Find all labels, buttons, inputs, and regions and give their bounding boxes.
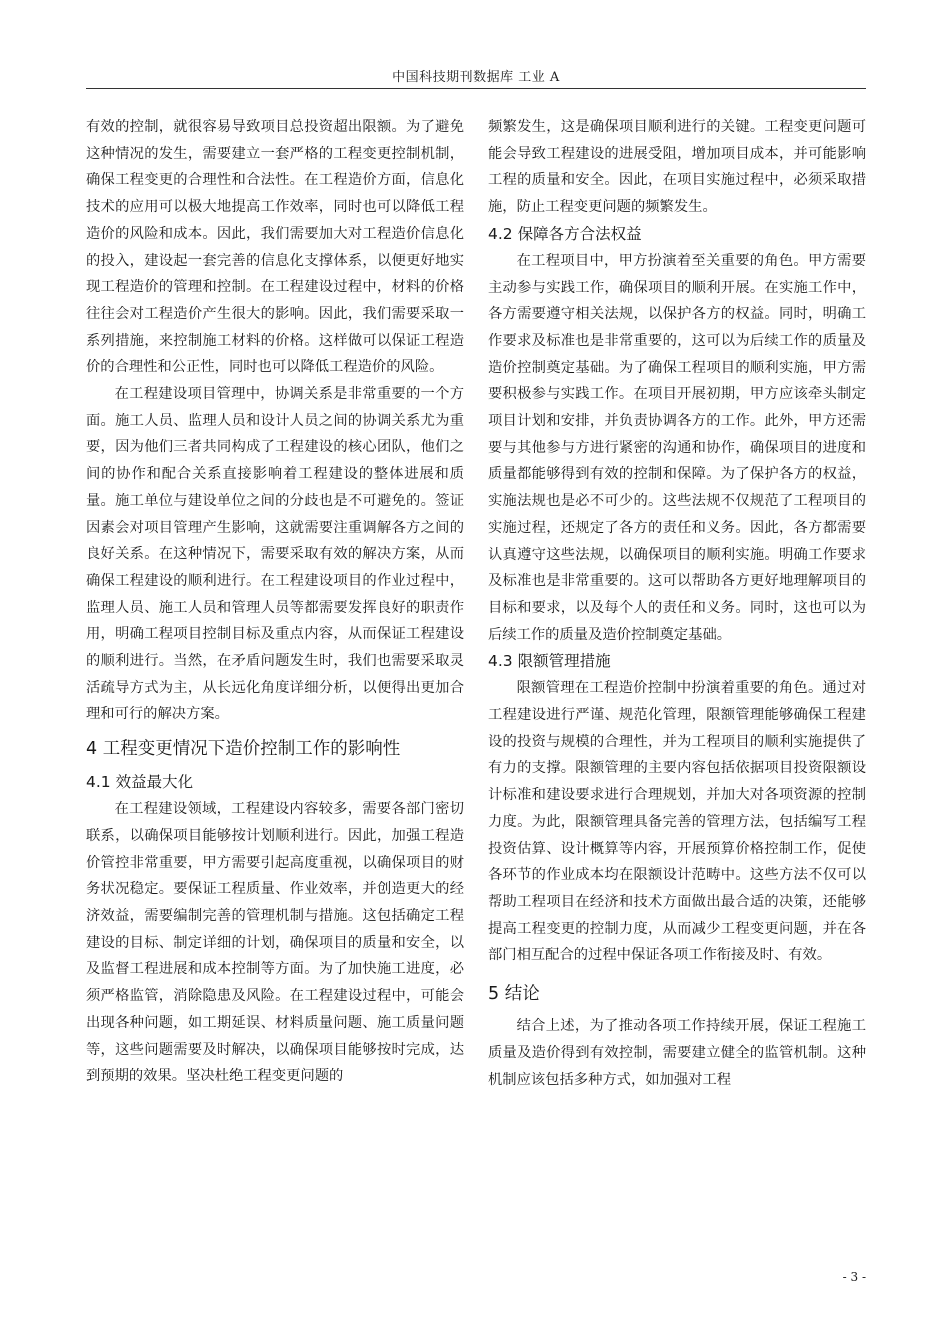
paragraph-4-1: 在工程建设领域，工程建设内容较多，需要各部门密切联系，以确保项目能够按计划顺利进行。因此，加强工程造价管控非常重要，甲方需要引起高度重视，以确保项目的财务状况稳定。要保证工程质量、作业效率，并创造更大的经济效益，需要编制完善的管理机制与措施。这包括确定工程建设的目标、制定详细的计划，确保项目的质量和安全，以及监督工程进展和成本控制等方面。为了加快施工进度，必须严格监管，消除隐患及风险。在工程建设过程中，可能会出现各种问题，如工期延误、材料质量问题、施工质量问题等，这些问题需要及时解决，以确保项目能够按时完成，达到预期的效果。坚决杜绝工程变更问题的 [86,801,464,1085]
subsection-4-1-heading: 4.1 效益最大化 [86,773,194,792]
paragraph-4-1-continued: 频繁发生，这是确保项目顺利进行的关键。工程变更问题可能会导致工程建设的进展受阻，增加项目成本，并可能影响工程的质量和安全。因此，在项目实施过程中，必须采取措施，防止工程变更问题的频繁发生。 [488,119,866,216]
paragraph-coordination: 在工程建设项目管理中，协调关系是非常重要的一个方面。施工人员、监理人员和设计人员之间的协调关系尤为重要，因为他们三者共同构成了工程建设的核心团队，他们之间的协作和配合关系直接影响着工程建设的整体进展和质量。施工单位与建设单位之间的分歧也是不可避免的。签证因素会对项目管理产生影响，这就需要注重调解各方之间的良好关系。在这种情况下，需要采取有效的解决方案，从而确保工程建设的顺利进行。在工程建设项目的作业过程中，监理人员、施工人员和管理人员等都需要发挥良好的职责作用，明确工程项目控制目标及重点内容，从而保证工程建设的顺利进行。当然，在矛盾问题发生时，我们也需要采取灵活疏导方式为主，从长远化角度详细分析，以便得出更加合理和可行的解决方案。 [86,386,464,723]
section-4-heading: 4 工程变更情况下造价控制工作的影响性 [86,739,401,760]
page-number: - 3 - [842,1270,866,1284]
paragraph-4-3: 限额管理在工程造价控制中扮演着重要的角色。通过对工程建设进行严谨、规范化管理，限额管理能够确保工程建设的投资与规模的合理性，并为工程项目的顺利实施提供了有力的支撑。限额管理的主要内容包括依据项目投资限额设计标准和建设要求进行合理规划，并加大对各项资源的控制力度。为此，限额管理具备完善的管理方法，包括编写工程投资估算、设计概算等内容，开展预算价格控制工作，促使各环节的作业成本均在限额设计范畴中。这些方法不仅可以帮助工程项目在经济和技术方面做出最合适的决策，还能够提高工程变更的控制力度，从而减少工程变更问题，并在各部门相互配合的过程中保证各项工作衔接及时、有效。 [488,680,866,964]
subsection-4-2-heading: 4.2 保障各方合法权益 [488,224,642,243]
section-5-heading: 5 结论 [488,984,540,1005]
subsection-4-3-heading: 4.3 限额管理措施 [488,652,611,671]
left-column [86,114,464,1090]
running-header: 中国科技期刊数据库 工业 A [392,70,560,85]
right-column [488,114,866,1093]
paragraph-5: 结合上述，为了推动各项工作持续开展，保证工程施工质量及造价得到有效控制，需要建立健全的监管机制。这种机制应该包括多种方式，如加强对工程 [488,1018,866,1088]
header-rule [86,88,866,89]
paragraph-continued: 有效的控制，就很容易导致项目总投资超出限额。为了避免这种情况的发生，需要建立一套严格的工程变更控制机制，确保工程变更的合理性和合法性。在工程造价方面，信息化技术的应用可以极大地提高工作效率，同时也可以降低工程造价的风险和成本。因此，我们需要加大对工程造价信息化的投入，建设起一套完善的信息化支撑体系，以便更好地实现工程造价的管理和控制。在工程建设过程中，材料的价格往往会对工程造价产生很大的影响。因此，我们需要采取一系列措施，来控制施工材料的价格。这样做可以保证工程造价的合理性和公正性，同时也可以降低工程造价的风险。 [86,119,464,376]
paragraph-4-2: 在工程项目中，甲方扮演着至关重要的角色。甲方需要主动参与实践工作，确保项目的顺利开展。在实施工作中，各方需要遵守相关法规，以保护各方的权益。同时，明确工作要求及标准也是非常重要的，这可以为后续工作的质量及造价控制奠定基础。为了确保工程项目的顺利实施，甲方需要积极参与实践工作。在项目开展初期，甲方应该牵头制定项目计划和安排，并负责协调各方的工作。此外，甲方还需要与其他参与方进行紧密的沟通和协作，确保项目的进度和质量都能够得到有效的控制和保障。为了保护各方的权益，实施法规也是必不可少的。这些法规不仅规范了工程项目的实施过程，还规定了各方的责任和义务。因此，各方都需要认真遵守这些法规，以确保项目的顺利实施。明确工作要求及标准也是非常重要的。这可以帮助各方更好地理解项目的目标和要求，以及每个人的责任和义务。同时，这也可以为后续工作的质量及造价控制奠定基础。 [488,252,866,643]
